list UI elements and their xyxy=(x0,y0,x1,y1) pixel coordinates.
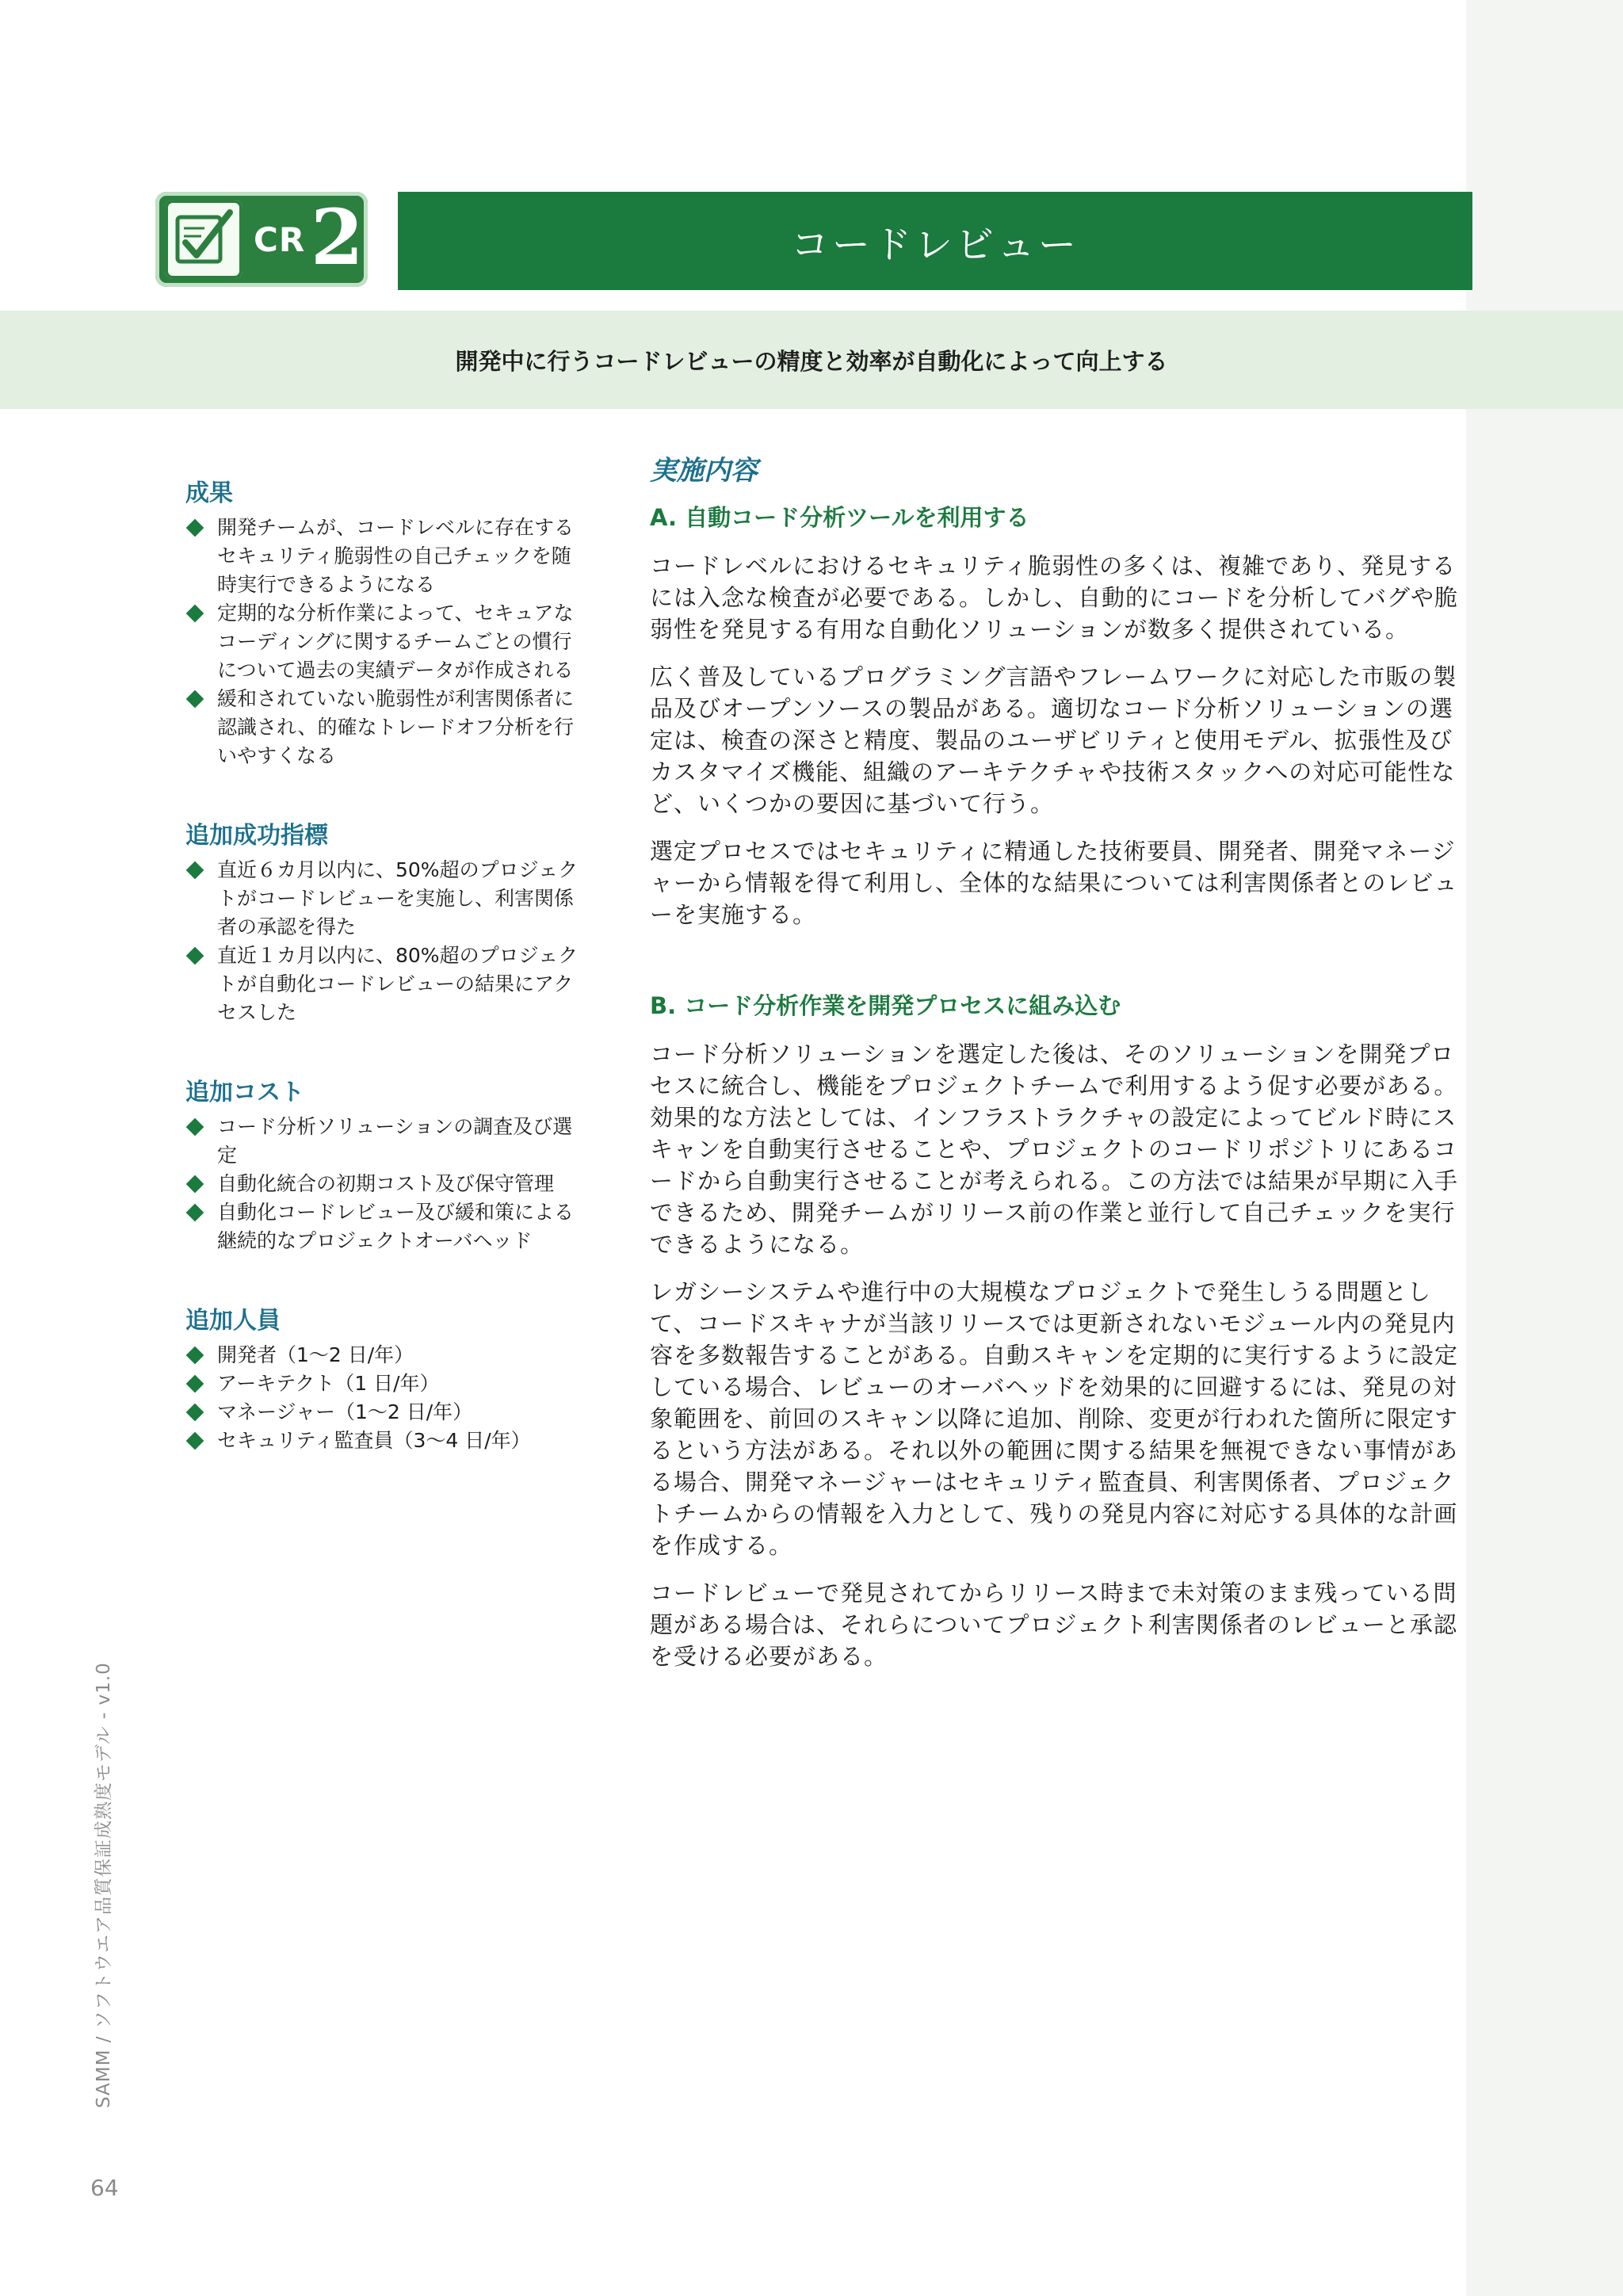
personnel-heading: 追加人員 xyxy=(185,1307,281,1335)
diamond-bullet-icon xyxy=(186,1118,204,1137)
metrics-heading: 追加成功指標 xyxy=(185,822,328,850)
objective-band: 開発中に行うコードレビューの精度と効率が自動化によって向上する xyxy=(0,311,1623,409)
metrics-section xyxy=(185,821,582,1027)
list-item-text: 直近１カ月以内に、80%超のプロジェクトが自動化コードレビューの結果にアクセスした xyxy=(217,944,579,1024)
section-spacer xyxy=(650,946,1474,991)
section-b-paragraph: コード分析ソリューションを選定した後は、そのソリューションを開発プロセスに統合し、機能をプロジェクトチームで利用するよう促す必要がある。効果的な方法としては、インフラストラクチャの設定によってビルド時にスキャンを自動実行させることや、プロジェクトのコードリポジトリにあるコードから自動実行させることが考えられる。この方法では結果が早期に入手できるため、開発チームがリリース前の作業と並行して自己チェックを実行できるようになる。 xyxy=(650,1041,1459,1258)
diamond-bullet-icon xyxy=(186,1375,204,1393)
diamond-bullet-icon xyxy=(186,519,204,537)
list-item xyxy=(185,1113,582,1170)
list-item xyxy=(185,1170,582,1198)
list-item-text: 開発チームが、コードレベルに存在するセキュリティ脆弱性の自己チェックを随時実行できるようになる xyxy=(217,516,575,596)
activities-heading: 実施内容 xyxy=(650,455,758,487)
section-b-title: B. コード分析作業を開発プロセスに組み込む xyxy=(650,992,1121,1019)
list-item xyxy=(185,942,582,1027)
personnel-section xyxy=(185,1306,582,1455)
results-list xyxy=(185,514,582,770)
list-item xyxy=(185,1198,582,1255)
list-item-text: 緩和されていない脆弱性が利害関係者に認識され、的確なトレードオフ分析を行いやすくなる xyxy=(217,687,575,767)
section-b-paragraph: コードレビューで発見されてからリリース時まで未対策のまま残っている問題がある場合は、それらについてプロジェクト利害関係者のレビューと承認を受ける必要がある。 xyxy=(650,1580,1457,1670)
personnel-list xyxy=(185,1341,582,1455)
diamond-bullet-icon xyxy=(186,1175,204,1194)
document-name: SAMM / ソフトウエア品質保証成熟度モデル - v1.0 xyxy=(94,1662,114,2108)
list-item xyxy=(185,1398,582,1427)
list-item-text: 自動化統合の初期コスト及び保守管理 xyxy=(217,1172,555,1195)
costs-heading: 追加コスト xyxy=(185,1079,304,1106)
section-a-title: A. 自動コード分析ツールを利用する xyxy=(650,504,1029,531)
list-item-text: アーキテクト（1 日/年） xyxy=(217,1372,440,1395)
page-title: コードレビュー xyxy=(398,192,1472,290)
diamond-bullet-icon xyxy=(186,1347,204,1365)
list-item xyxy=(185,856,582,942)
badge-level: 2 xyxy=(311,193,364,282)
section-b-paragraph: レガシーシステムや進行中の大規模なプロジェクトで発生しうる問題として、コードスキャナが当該リリースでは更新されないモジュール内の発見内容を多数報告することがある。自動スキャンを定期的に実行するように設定している場合、レビューのオーバヘッドを効果的に回避するには、発見の対象範囲を、前回のスキャン以降に追加、削除、変更が行われた箇所に限定するという方法がある。それ以外の範囲に関する結果を無視できない事情がある場合、開発マネージャーはセキュリティ監査員、利害関係者、プロジェクトチームからの情報を入力として、残りの発見内容に対応する具体的な計画を作成する。 xyxy=(650,1278,1459,1559)
checkbox-check-icon xyxy=(165,200,242,279)
list-item xyxy=(185,685,582,770)
list-item xyxy=(185,514,582,599)
list-item xyxy=(185,1370,582,1398)
list-item-text: 開発者（1〜2 日/年） xyxy=(217,1343,414,1366)
section-a-paragraph: 選定プロセスではセキュリティに精通した技術要員、開発者、開発マネージャーから情報を得て利用し、全体的な結果については利害関係者とのレビューを実施する。 xyxy=(650,838,1458,928)
results-heading: 成果 xyxy=(185,479,233,507)
metrics-list xyxy=(185,856,582,1027)
section-a-paragraph: コードレベルにおけるセキュリティ脆弱性の多くは、複雑であり、発見するには入念な検査が必要である。しかし、自動的にコードを分析してバグや脆弱性を発見する有用な自動化ソリューションが数多く提供されている。 xyxy=(650,552,1459,643)
diamond-bullet-icon xyxy=(186,690,204,709)
diamond-bullet-icon xyxy=(186,1432,204,1450)
section-a-paragraph: 広く普及しているプログラミング言語やフレームワークに対応した市販の製品及びオープンソースの製品がある。適切なコード分析ソリューションの選定は、検査の深さと精度、製品のユーザビリティと使用モデル、拡張性及びカスタマイズ機能、組織のアーキテクチャや技術スタックへの対応可能性など、いくつかの要因に基づいて行う。 xyxy=(650,663,1457,817)
list-item-text: 直近６カ月以内に、50%超のプロジェクトがコードレビューを実施し、利害関係者の承認を得た xyxy=(217,858,579,938)
list-item xyxy=(185,1341,582,1370)
practice-badge xyxy=(155,192,368,287)
diamond-bullet-icon xyxy=(186,605,204,623)
diamond-bullet-icon xyxy=(186,1204,204,1222)
results-section xyxy=(185,479,582,770)
sidebar-column xyxy=(185,479,582,1506)
list-item xyxy=(185,1427,582,1455)
list-item-text: マネージャー（1〜2 日/年） xyxy=(217,1400,473,1423)
list-item-text: 自動化コードレビュー及び緩和策による継続的なプロジェクトオーバヘッド xyxy=(217,1201,575,1252)
costs-section xyxy=(185,1078,582,1255)
list-item-text: 定期的な分析作業によって、セキュアなコーディングに関するチームごとの慣行について過去の実績データが作成される xyxy=(217,602,574,682)
badge-code: CR xyxy=(254,220,306,259)
list-item xyxy=(185,599,582,685)
main-column xyxy=(650,453,1474,1688)
page-number: 64 xyxy=(90,2175,119,2201)
diamond-bullet-icon xyxy=(186,1404,204,1422)
costs-list xyxy=(185,1113,582,1255)
list-item-text: コード分析ソリューションの調査及び選定 xyxy=(217,1115,573,1167)
diamond-bullet-icon xyxy=(186,947,204,965)
diamond-bullet-icon xyxy=(186,861,204,880)
list-item-text: セキュリティ監査員（3〜4 日/年） xyxy=(217,1429,531,1452)
